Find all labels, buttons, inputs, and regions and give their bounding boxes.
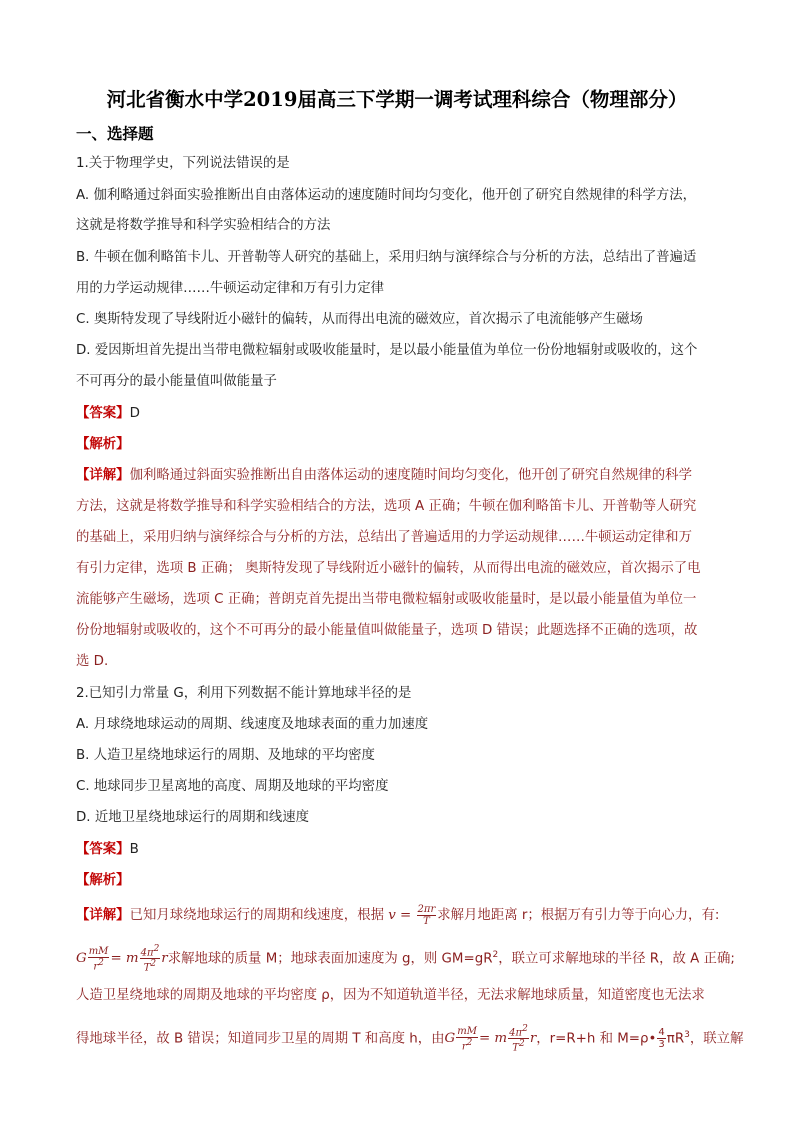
q1-answer (76, 404, 140, 424)
document-title: 河北省衡水中学2019届高三下学期一调考试理科综合（物理部分） (106, 88, 688, 111)
q1-option-c: C. 奥斯特发现了导线附近小磁针的偏转，从而得出电流的磁效应，首次揭示了电流能够产生磁场 (76, 312, 643, 327)
formula-four-thirds: $\frac{4}{3}$ (658, 1026, 665, 1050)
q1-option-a-line1: A. 伽利略通过斜面实验推断出自由落体运动的速度随时间均匀变化，他开创了研究自然规律的科学方法， (76, 188, 697, 203)
q1-stem: 1.关于物理学史，下列说法错误的是 (76, 156, 290, 171)
q1-explain-line1 (76, 466, 692, 486)
q2-explain-text4a: 得地球半径，故 B 错误；知道同步卫星的周期 T 和高度 h，由 (76, 1031, 445, 1047)
q2-explain-line4: 得地球半径，故 B 错误；知道同步卫星的周期 T 和高度 h，由G $\frac{mM}{r^2}$ = m $\frac{4\pi^2}{T^2}$ r，r=R+h 和 M=ρ• $\frac{4}{3}$ $\pi R^3$，联立解 (76, 1024, 744, 1054)
q1-option-d-line2: 不可再分的最小能量值叫做能量子 (76, 374, 277, 389)
q2-explain-text2b: ，联立可求解地球的半径 R，故 A 正确; (498, 951, 735, 967)
q2-option-b: B. 人造卫星绕地球运行的周期、及地球的平均密度 (76, 748, 375, 763)
detail-tag: 【详解】 (76, 908, 130, 923)
q1-option-b-line1: B. 牛顿在伽利略笛卡儿、开普勒等人研究的基础上，采用归纳与演绎综合与分析的方法，总结出了普遍适 (76, 250, 697, 265)
q2-explain-text4c: πR (666, 1031, 685, 1047)
answer-value: B (129, 842, 139, 857)
q1-explain-line3: 的基础上，采用归纳与演绎综合与分析的方法，总结出了普遍适用的力学运动规律……牛顿运动定律和万 (76, 530, 692, 545)
q1-explain-line5: 流能够产生磁场，选项 C 正确；普朗克首先提出当带电微粒辐射或吸收能量时，是以最小能量值为单位一 (76, 592, 697, 607)
q2-explain-line3: 人造卫星绕地球的周期及地球的平均密度 ρ，因为不知道轨道半径，无法求解地球质量，知道密度也无法求 (76, 988, 705, 1003)
q1-option-d-line1: D. 爱因斯坦首先提出当带电微粒辐射或吸收能量时，是以最小能量值为单位一份份地辐射或吸收的，这个 (76, 343, 698, 358)
q1-explain-line2: 方法，这就是将数学推导和科学实验相结合的方法，选项 A 正确；牛顿在伽利略笛卡儿、开普勒等人研究 (76, 499, 697, 514)
q1-option-b-line2: 用的力学运动规律……牛顿运动定律和万有引力定律 (76, 281, 384, 296)
q2-stem: 2.已知引力常量 G，利用下列数据不能计算地球半径的是 (76, 686, 412, 701)
q1-explain-line6: 份份地辐射或吸收的，这个不可再分的最小能量值叫做能量子，选项 D 错误；此题选择不正确的选项，故 (76, 623, 698, 638)
answer-tag: 【答案】 (76, 406, 130, 421)
q2-explain-line2: G $\frac{mM}{r^2}$ = m $\frac{4\pi^2}{T^2}$ r求解地球的质量 M；地球表面加速度为 g，则 $GM=gR^2$，联立可求解地球的半径 R，故 A 正确; (76, 944, 735, 974)
formula-v: v = $\frac{2\pi r}{T}$ (383, 904, 436, 927)
q1-explain-line4: 有引力定律，选项 B 正确； 奥斯特发现了导线附近小磁针的偏转，从而得出电流的磁效应，首次揭示了电 (76, 561, 701, 576)
q1-option-a-line2: 这就是将数学推导和科学实验相结合的方法 (76, 218, 331, 233)
q1-analysis-tag (76, 435, 130, 455)
q2-explain-line1 (76, 904, 719, 927)
q2-explain-text4d: ，联立解 (689, 1031, 744, 1047)
answer-value: D (129, 406, 140, 421)
answer-tag: 【答案】 (76, 842, 130, 857)
q2-answer (76, 840, 139, 860)
formula-sync: G $\frac{mM}{r^2}$ = m $\frac{4\pi^2}{T^2}$ r (444, 1024, 537, 1054)
analysis-tag: 【解析】 (76, 873, 130, 888)
q2-option-c: C. 地球同步卫星离地的高度、周期及地球的平均密度 (76, 779, 389, 794)
q2-analysis-tag (76, 871, 130, 891)
q1-explain-text1: 伽利略通过斜面实验推断出自由落体运动的速度随时间均匀变化，他开创了研究自然规律的科学 (129, 468, 692, 483)
q2-explain-text4b: ，r=R+h 和 M=ρ• (536, 1031, 657, 1047)
q1-explain-line7: 选 D. (76, 654, 109, 669)
q2-option-a: A. 月球绕地球运动的周期、线速度及地球表面的重力加速度 (76, 717, 429, 732)
q2-explain-text1b: 求解月地距离 r；根据万有引力等于向心力，有: (437, 908, 720, 923)
q2-explain-text1a: 已知月球绕地球运行的周期和线速度，根据 (129, 908, 384, 923)
section-heading: 一、选择题 (76, 124, 154, 143)
analysis-tag: 【解析】 (76, 437, 130, 452)
q2-explain-text2a: 求解地球的质量 M；地球表面加速度为 g，则 GM=gR (167, 951, 493, 967)
q2-option-d: D. 近地卫星绕地球运行的周期和线速度 (76, 810, 310, 825)
detail-tag: 【详解】 (76, 468, 130, 483)
formula-gravity: G $\frac{mM}{r^2}$ = m $\frac{4\pi^2}{T^2}$ r (76, 944, 168, 974)
